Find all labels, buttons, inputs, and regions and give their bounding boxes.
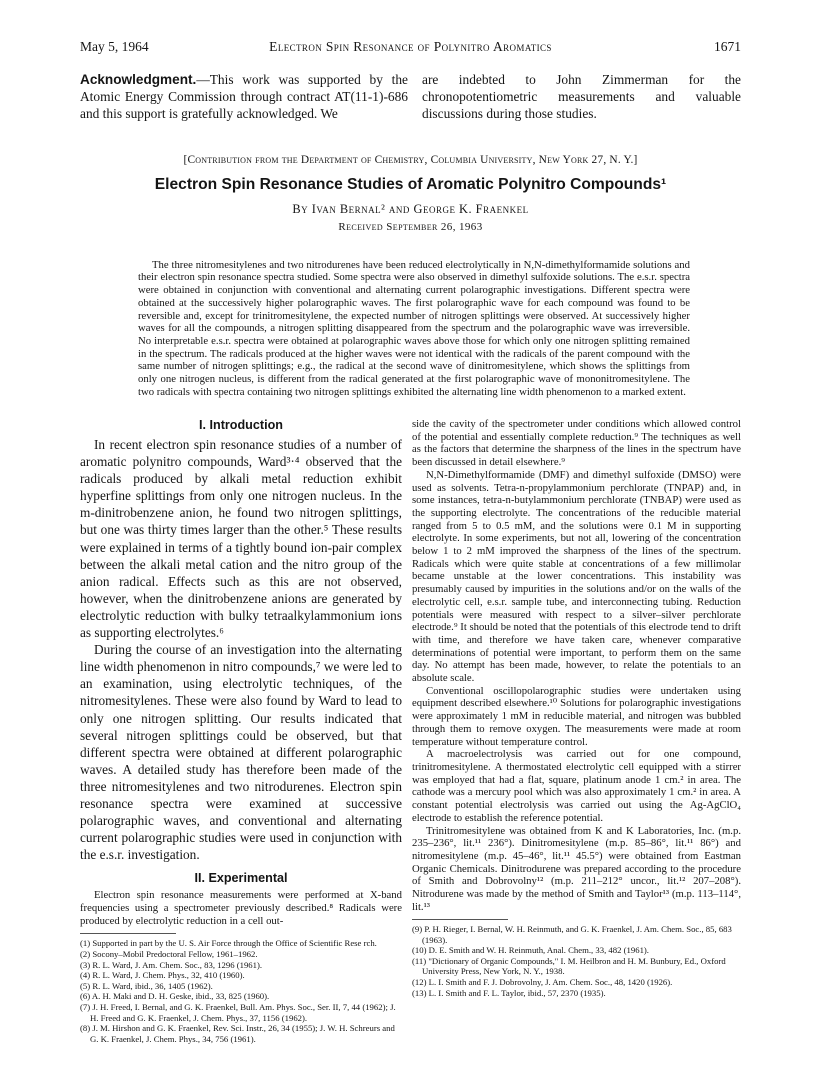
footnote	[80, 991, 402, 1002]
footnote-text: R. L. Ward, ibid., 36, 1405 (1962).	[92, 980, 213, 991]
footnote-number: (1)	[80, 938, 91, 949]
author-line: By Ivan Bernal² and George K. Fraenkel	[292, 202, 529, 216]
footnotes-right	[412, 913, 741, 998]
acknowledgment-heading: Acknowledgment.	[80, 72, 197, 87]
right-column	[412, 418, 741, 913]
footnote-number: (7)	[80, 1002, 91, 1013]
footnote-text: L. I. Smith and F. L. Taylor, ibid., 57, 2370 (1935).	[428, 987, 606, 998]
footnote-number: (2)	[80, 949, 91, 960]
acknowledgment-left-column	[80, 71, 408, 122]
experimental-paragraph: A macroelectrolysis was carried out for one compound, trinitromesitylene. A thermostated electrolytic cell equipped with a stirrer was employed that had a flat, square, platinum anode 1 cm.² in area. The cathode was a mercury pool which was also approximately 1 cm.² in area. A constant potential electrolysis was carried out using the Ag-AgClO₄ electrode to establish the reference potential.	[412, 748, 741, 824]
footnote-text: Socony–Mobil Predoctoral Fellow, 1961–1962.	[92, 949, 258, 960]
footnote-text: J. H. Freed, I. Bernal, and G. K. Fraenkel, Bull. Am. Phys. Soc., Ser. II, 7, 44 (1962); J. H. Freed and G. K. Fraenkel, J. Chem. Phys., 37, 1156 (1962).	[90, 1002, 396, 1023]
header-date: May 5, 1964	[80, 39, 149, 54]
experimental-paragraph: N,N-Dimethylformamide (DMF) and dimethyl sulfoxide (DMSO) were used as solvents. Tetra-n-propylammonium perchlorate (TNPAP) and, in some instances, tetra-n-butylammonium perchlorate (TNBAP) were used as the supporting electrolyte. The concentrations of the reducible material ranged from 5 to 0.5 mM, and the solutions were 0.1 M in supporting electrolyte. In some experiments, but not all, lowering of the concentration below 1 to 2 mM improved the sharpness of the lines of the spectrum. Radicals which were quite stable at concentrations of a few millimolar became unstable at the lower concentrations. This instability was presumably caused by impurities in the solutions and/or on the walls of the electrolytic cell, e.s.r. sample tube, and interconnecting tubing. Reduction potentials were measured with respect to a silver–silver perchlorate electrode.⁹ It should be noted that the potentials of this electrode tend to drift with time, and therefore we have taken care, whenever comparative determinations of potential were important, to perform them on the same day. No attempt has been made, however, to relate the potentials to an absolute scale.	[412, 468, 741, 685]
footnote	[80, 981, 402, 992]
section-spacer	[80, 863, 402, 871]
footnote-number: (3)	[80, 959, 91, 970]
footnote	[80, 960, 402, 971]
footnote-text: R. L. Ward, J. Am. Chem. Soc., 83, 1296 (1961).	[92, 959, 263, 970]
footnote	[80, 970, 402, 981]
footnote-text: D. E. Smith and W. H. Reinmuth, Anal. Chem., 33, 482 (1961).	[428, 945, 649, 956]
footnote-text: "Dictionary of Organic Compounds," I. M. Heilbron and H. M. Bunbury, Ed., Oxford University Press, New York, N. Y., 1938.	[422, 955, 726, 977]
footnote-number: (13)	[412, 987, 427, 998]
section-heading-introduction: I. Introduction	[199, 418, 283, 432]
footnote	[80, 938, 402, 949]
footnote-rule	[80, 933, 176, 934]
article-title: Electron Spin Resonance Studies of Aromatic Polynitro Compounds¹	[154, 176, 667, 193]
received-date: Received September 26, 1963	[338, 221, 483, 233]
footnote	[412, 956, 741, 977]
section-heading-experimental: II. Experimental	[194, 871, 288, 886]
acknowledgment-right-text: are indebted to John Zimmerman for the chronopotentiometric measurements and valuable discussions during those studies.	[422, 72, 741, 121]
footnote-number: (10)	[412, 945, 427, 956]
footnote-number: (5)	[80, 980, 91, 991]
footnote	[80, 1023, 402, 1044]
experimental-paragraph: side the cavity of the spectrometer under conditions which allowed control of the potential and essentially complete reduction.⁹ The techniques as well as the factors that determine the sharpness of the lines in the spectrum have been discussed in detail elsewhere.⁹	[412, 418, 741, 469]
footnote	[80, 1002, 402, 1023]
footnotes-left	[80, 938, 402, 1044]
footnote-number: (9)	[412, 924, 423, 934]
footnote-text: J. M. Hirshon and G. K. Fraenkel, Rev. Sci. Instr., 26, 34 (1955); J. W. H. Schreurs and G. K. Fraenkel, J. Chem. Phys., 34, 756 (1961).	[90, 1023, 395, 1044]
acknowledgment-left-text: —This work was supported by the Atomic Energy Commission through contract AT(11-1)-686 and this support is gratefully acknowledged. We	[80, 72, 408, 121]
intro-paragraph: In recent electron spin resonance studies of a number of aromatic polynitro compounds, Ward³·⁴ observed that the radicals produced by alkali metal reduction exhibit hyperfine splittings from only one nitrogen nucleus. In the m-dinitrobenzene anion, he found two nitrogen splittings, but one was thirty times larger than the other.⁵ These results were explained in terms of a tightly bound ion-pair complex between the alkali metal cation and the nitro group of the anion radical. Effects such as this are not observed, however, when the dinitrobenzene anions are generated by electrolytic reduction with bulky tetraalkylammonium ions as supporting electrolytes.⁶	[80, 437, 402, 641]
footnote-text: P. H. Rieger, I. Bernal, W. H. Reinmuth, and G. K. Fraenkel, J. Am. Chem. Soc., 85, 683 (1963).	[422, 924, 732, 945]
footnote-number: (11)	[412, 955, 427, 966]
experimental-paragraph: Electron spin resonance measurements were performed at X-band frequencies using a spectrometer previously described.⁸ Radicals were produced by electrolytic reduction in a cell out-	[80, 889, 402, 927]
footnote	[412, 988, 741, 999]
left-column	[80, 418, 402, 1044]
header-page-number: 1671	[714, 39, 741, 54]
footnote-number: (4)	[80, 970, 91, 981]
footnote-rule	[412, 919, 508, 920]
intro-paragraph: During the course of an investigation into the alternating line width phenomenon in nitro compounds,⁷ we were led to an examination, using electrolytic techniques, of the nitromesitylenes. These were also found by Ward to lead to only one nitrogen splitting. Our results indicated that several nitrogen splittings could be observed, but that different spectra were obtained at different polarographic waves. A detailed study has therefore been made of the three nitromesitylenes and two nitrodurenes. Electron spin resonance spectra were examined at successive polarographic waves, and conventional and alternating current polarographic studies were used in conjunction with the e.s.r. investigation.	[80, 642, 402, 863]
footnote-text: A. H. Maki and D. H. Geske, ibid., 33, 825 (1960).	[91, 991, 270, 1002]
footnote	[80, 949, 402, 960]
experimental-paragraph: Trinitromesitylene was obtained from K and K Laboratories, Inc. (m.p. 235–236°, lit.¹¹ 236°). Dinitromesitylene (m.p. 85–86°, lit.¹¹ 86°) and nitromesitylene (m.p. 45–46°, lit.¹¹ 45.5°) were obtained from Eastman Organic Chemicals. Dinitrodurene was prepared according to the procedure of Smith and Dobrovolny¹² (m.p. 211–212° uncor., lit.¹² 207–208°). Nitrodurene was made by the method of Smith and Taylor¹³ (m.p. 113–114°, lit.¹³	[412, 824, 741, 913]
contribution-line: [Contribution from the Department of Chemistry, Columbia University, New York 27, N. Y.]	[183, 154, 638, 166]
footnote	[412, 945, 741, 956]
running-header	[80, 39, 741, 57]
footnote-number: (12)	[412, 976, 427, 987]
footnote-number: (8)	[80, 1023, 91, 1034]
experimental-paragraph: Conventional oscillopolarographic studies were undertaken using equipment described elsewhere.¹⁰ Solutions for polarographic investigations were approximately 1 mM in reducible material, and nitrogen was bubbled through them to remove oxygen. The measurements were made at room temperature without temperature control.	[412, 684, 741, 748]
footnote	[412, 977, 741, 988]
footnote-text: Supported in part by the U. S. Air Force through the Office of Scientific Rese rch.	[92, 938, 377, 949]
footnote	[412, 924, 741, 945]
header-running-title: Electron Spin Resonance of Polynitro Aromatics	[269, 39, 552, 54]
abstract: The three nitromesitylenes and two nitrodurenes have been reduced electrolytically in N,N-dimethylformamide solutions and their electron spin resonance spectra studied. Some spectra were also observed in dimethyl sulfoxide solutions. The e.s.r. spectra were obtained in conjunction with conventional and alternating current polarographic investigations. Different spectra were obtained at the successively higher polarographic waves. The first polarographic wave for each compound was found to be reversible and, except for trinitromesitylene, the expected number of nitrogen splittings were observed. At successively higher waves for all the compounds, a nitrogen splitting disappeared from the spectrum and the polarographic wave was irreversible. No interpretable e.s.r. spectra were obtained at polarographic waves above those for which only one nitrogen splitting remained in the spectrum. The radicals produced at the higher waves were not identical with the radicals of the parent compound with the same number of nitrogen splittings; e.g., the radical at the second wave of dinitromesitylene, which shows the splittings from only one nitrogen nucleus, is different from the radical generated at the first polarographic wave of mononitromesitylene. The two radicals with spectra containing two nitrogen splittings exhibited the alternating line width phenomenon to a marked extent.	[138, 258, 690, 398]
footnote-number: (6)	[80, 991, 91, 1002]
footnote-text: R. L. Ward, J. Chem. Phys., 32, 410 (1960).	[92, 970, 245, 981]
footnote-text: L. I. Smith and F. J. Dobrovolny, J. Am. Chem. Soc., 48, 1420 (1926).	[428, 976, 673, 987]
